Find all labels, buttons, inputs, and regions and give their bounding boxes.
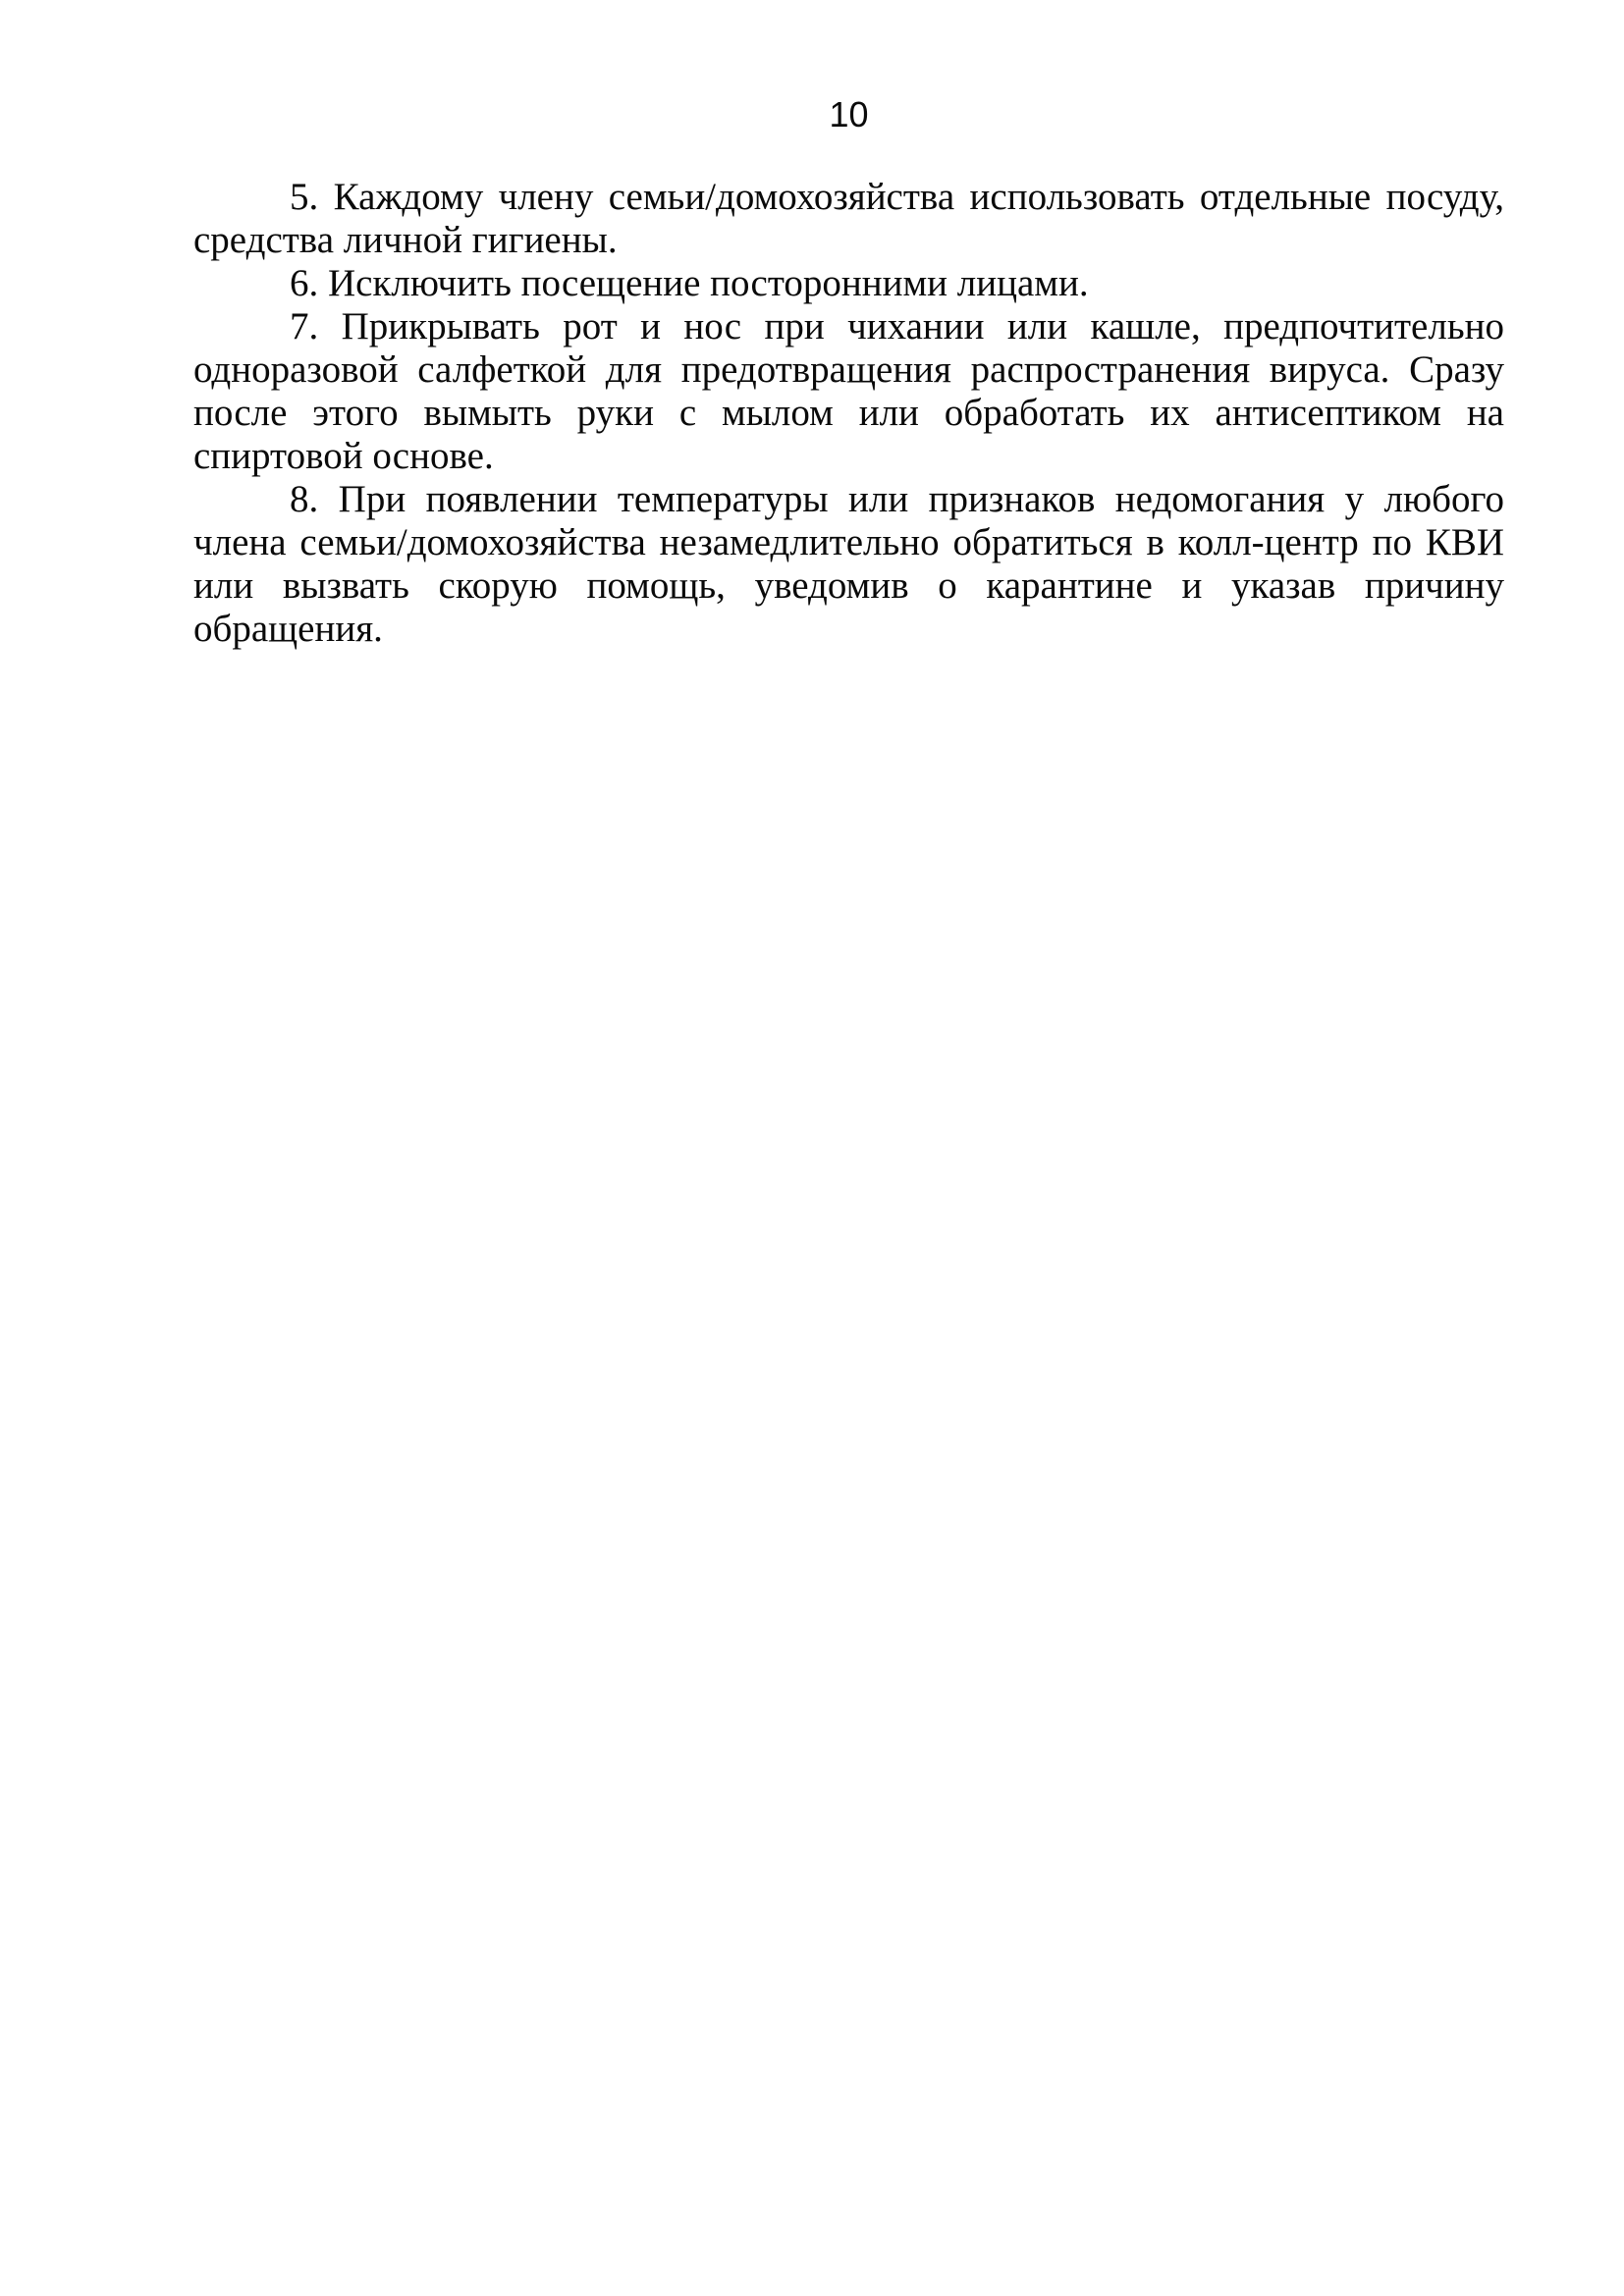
paragraph-line: 6. Исключить посещение посторонними лицами. bbox=[290, 262, 1089, 304]
paragraph-line: 7. Прикрывать рот и нос при чихании или кашле, предпочтительно bbox=[290, 305, 1504, 347]
paragraph-line: 8. При появлении температуры или признаков недомогания у любого bbox=[290, 478, 1504, 520]
paragraph-line: одноразовой салфеткой для предотвращения распространения вируса. Сразу bbox=[193, 348, 1504, 391]
paragraph-line: или вызвать скорую помощь, уведомив о карантине и указав причину bbox=[193, 564, 1504, 607]
document-body bbox=[193, 176, 1504, 651]
paragraph-line: после этого вымыть руки с мылом или обработать их антисептиком на bbox=[193, 392, 1504, 434]
paragraph-line: обращения. bbox=[193, 608, 383, 650]
paragraph-line: 5. Каждому члену семьи/домохозяйства использовать отдельные посуду, bbox=[290, 176, 1504, 218]
paragraph-line: члена семьи/домохозяйства незамедлительно обратиться в колл-центр по КВИ bbox=[193, 521, 1504, 563]
paragraph-line: средства личной гигиены. bbox=[193, 219, 618, 261]
page-number: 10 bbox=[829, 94, 869, 134]
paragraph-line: спиртовой основе. bbox=[193, 435, 494, 477]
